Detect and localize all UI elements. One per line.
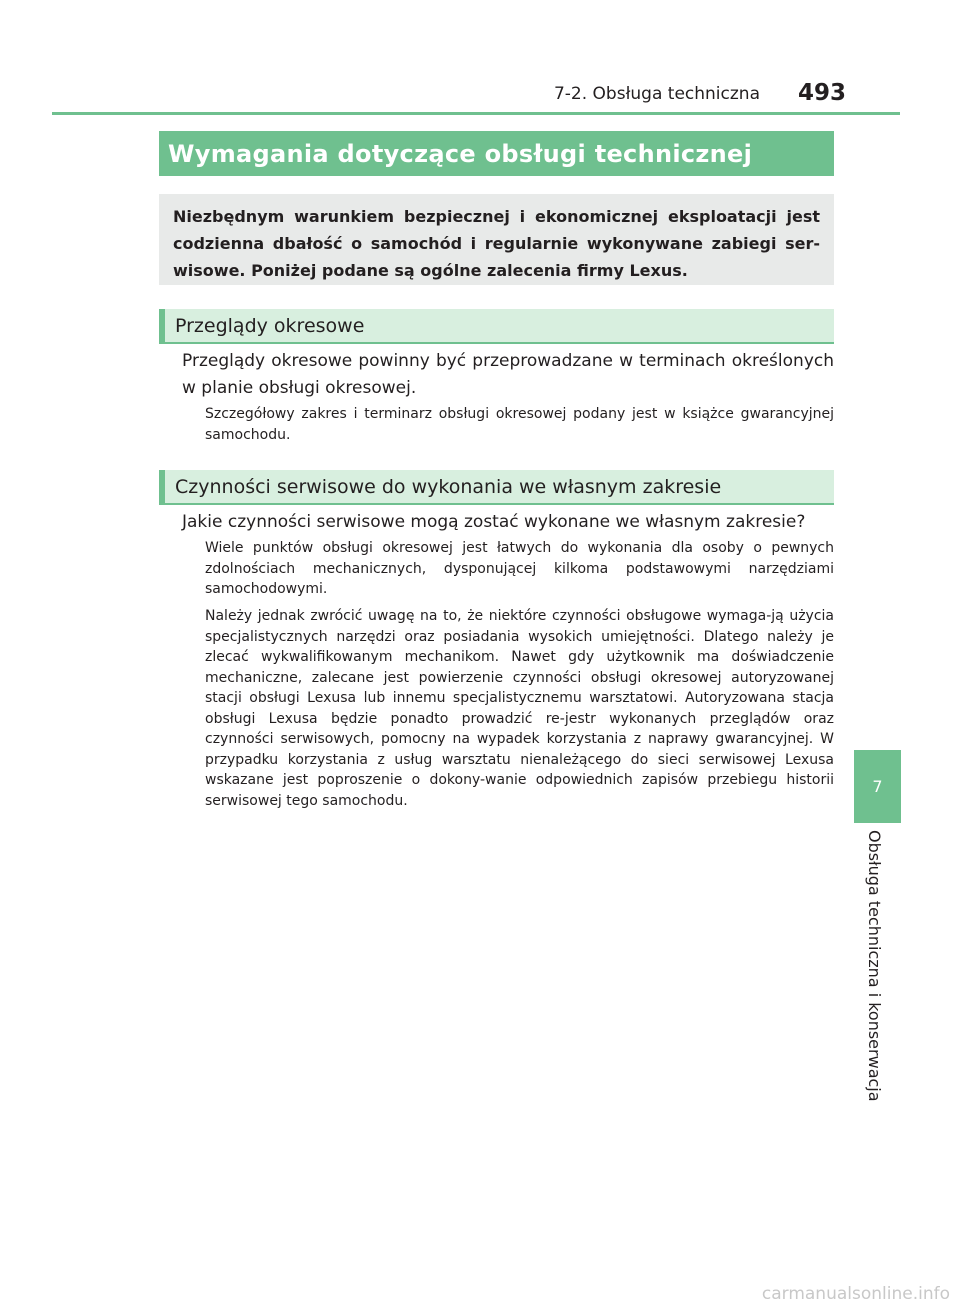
header-rule xyxy=(52,112,900,115)
chapter-number: 7 xyxy=(872,777,883,796)
section-note: Należy jednak zwrócić uwagę na to, że niektóre czynności obsługowe wymaga-ją użycia specjalistycznych narzędzi oraz posiadania wysokich umiejętności. Dlatego należy je zlecać wykwalifikowanym mechanikom. Nawet gdy użytkownik ma doświadczenie mechaniczne, zalecane jest powierzenie czynności obsługi okresowej autoryzowanej stacji obsługi Lexusa lub innemu specjalistycznemu warsztatowi. Autoryzowana stacja obsługi Lexusa będzie ponadto prowadzić re-jestr wykonanych przeglądów oraz czynności serwisowych, pomocny na wypadek korzystania z naprawy gwarancyjnej. W przypadku korzystania z usług warsztatu nienależącego do sieci serwisowej Lexusa wskazane jest poproszenie o dokony-wanie odpowiednich zapisów przebiegu historii serwisowej tego samochodu. xyxy=(205,608,834,809)
watermark: carmanualsonline.info xyxy=(761,1284,950,1304)
section-heading-diy-service xyxy=(159,470,834,505)
chapter-title-vertical: Obsługa techniczna i konserwacja xyxy=(865,830,884,1102)
page-title-bar xyxy=(159,131,834,176)
section-lead-text: Jakie czynności serwisowe mogą zostać wykonane we własnym zakresie? xyxy=(182,512,806,532)
section-note: Szczegółowy zakres i terminarz obsługi okresowej podany jest w książce gwarancyjnej samochodu. xyxy=(205,406,834,443)
page-number: 493 xyxy=(797,80,846,106)
section-heading-label: Czynności serwisowe do wykonania we własnym zakresie xyxy=(175,475,722,498)
section-note: Wiele punktów obsługi okresowej jest łatwych do wykonania dla osoby o pewnych zdolnościach mechanicznych, dysponującej kilkoma podstawowymi narzędziami samochodowymi. xyxy=(205,540,834,597)
intro-box: Niezbędnym warunkiem bezpiecznej i ekonomicznej eksploatacji jest codzienna dbałość o samochód i regularnie wykonywane zabiegi ser-wisowe. Poniżej podane są ogólne zalecenia firmy Lexus. xyxy=(159,194,834,285)
section-lead-text: Przeglądy okresowe powinny być przeprowadzane w terminach określonych w planie obsługi okresowej. xyxy=(182,351,834,398)
chapter-tab xyxy=(854,750,901,823)
section-heading-label: Przeglądy okresowe xyxy=(175,314,365,337)
running-header-section: 7-2. Obsługa techniczna xyxy=(553,84,760,104)
page-title: Wymagania dotyczące obsługi technicznej xyxy=(168,139,753,168)
section-heading-periodic-inspections xyxy=(159,309,834,344)
